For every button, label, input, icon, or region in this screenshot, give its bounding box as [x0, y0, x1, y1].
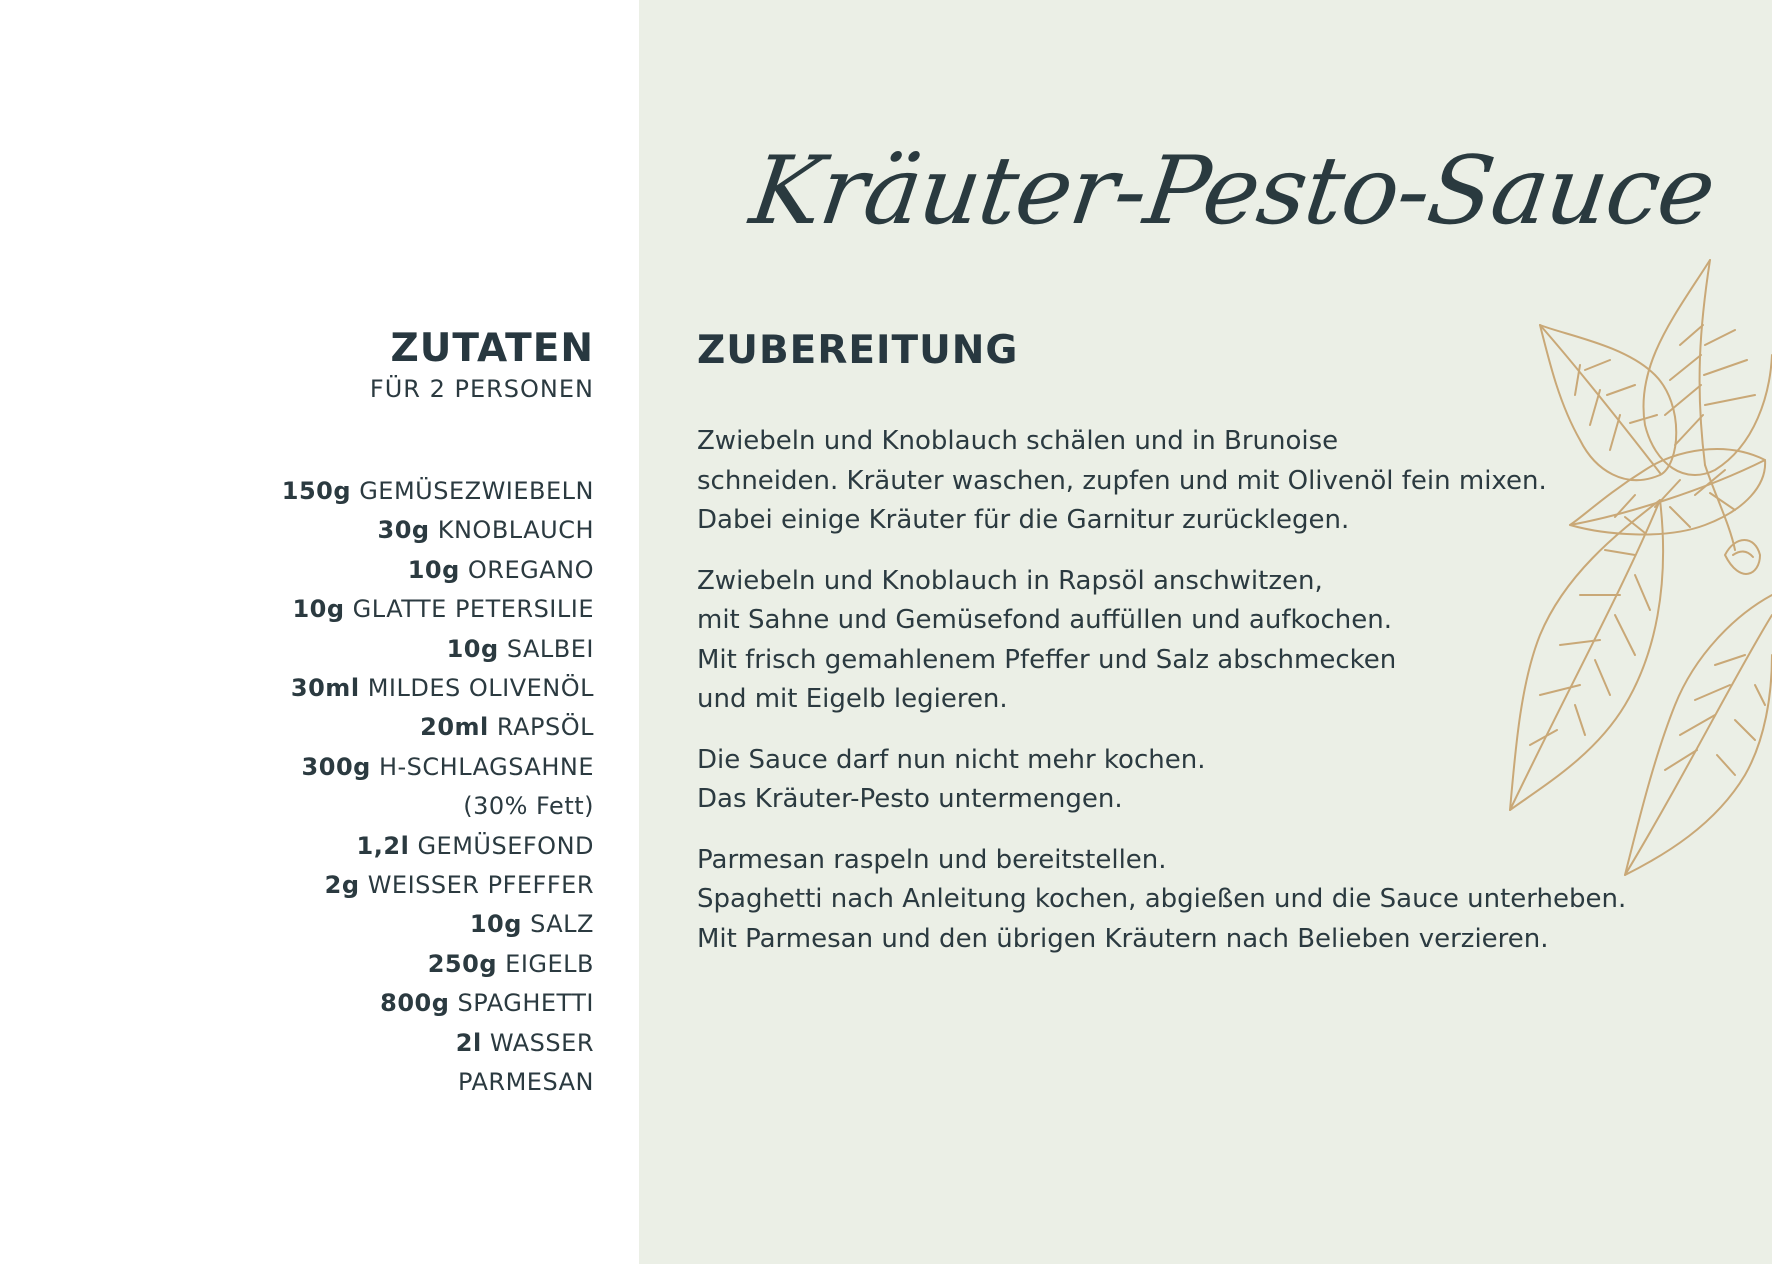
ingredient-name: (30% Fett)	[463, 792, 594, 821]
preparation-step	[697, 422, 1626, 541]
ingredient-name: PARMESAN	[458, 1068, 594, 1097]
ingredient-amount: 150g	[281, 477, 352, 505]
ingredient-item	[282, 827, 594, 866]
ingredient-item	[282, 866, 594, 905]
ingredient-item	[282, 708, 594, 747]
servings-label: FÜR 2 PERSONEN	[369, 374, 594, 403]
preparation-line: Mit frisch gemahlenem Pfeffer und Salz abschmecken	[697, 644, 1397, 675]
preparation-heading: ZUBEREITUNG	[697, 328, 1019, 373]
ingredient-name: GLATTE PETERSILIE	[352, 595, 594, 624]
ingredient-name: EIGELB	[505, 949, 594, 978]
ingredient-name: SALZ	[530, 910, 594, 939]
ingredient-list	[282, 472, 594, 1103]
ingredient-name: KNOBLAUCH	[437, 516, 594, 545]
preparation-line: schneiden. Kräuter waschen, zupfen und mit Olivenöl fein mixen.	[697, 465, 1547, 496]
preparation-line: Spaghetti nach Anleitung kochen, abgießen und die Sauce unterheben.	[697, 884, 1627, 914]
ingredient-amount: 2l	[455, 1028, 482, 1057]
ingredient-name: SALBEI	[506, 634, 594, 663]
preparation-line: und mit Eigelb legieren.	[697, 684, 1008, 714]
ingredient-name: OREGANO	[467, 555, 594, 584]
preparation-step	[697, 841, 1626, 960]
ingredient-item	[282, 551, 594, 590]
ingredient-amount: 2g	[324, 871, 360, 900]
ingredient-amount: 800g	[380, 989, 450, 1018]
ingredient-item	[282, 905, 594, 944]
ingredient-name: H-SCHLAGSAHNE	[378, 752, 594, 781]
preparation-line: Parmesan raspeln und bereitstellen.	[697, 844, 1167, 875]
ingredient-item	[282, 630, 594, 669]
preparation-line: Die Sauce darf nun nicht mehr kochen.	[697, 744, 1206, 775]
ingredient-item	[282, 1063, 594, 1102]
preparation-line: Mit Parmesan und den übrigen Kräutern nach Belieben verzieren.	[697, 923, 1549, 954]
preparation-line: Das Kräuter-Pesto untermengen.	[697, 784, 1123, 814]
ingredients-heading: ZUTATEN	[390, 326, 594, 371]
ingredients-header	[370, 328, 594, 403]
ingredient-amount: 30g	[377, 516, 430, 545]
preparation-step	[697, 562, 1626, 720]
ingredient-name: WASSER	[489, 1028, 594, 1057]
ingredient-name: WEISSER PFEFFER	[367, 871, 594, 900]
preparation-line: Zwiebeln und Knoblauch in Rapsöl anschwitzen,	[697, 565, 1323, 596]
ingredient-name: MILDES OLIVENÖL	[367, 674, 594, 703]
ingredient-amount: 250g	[427, 949, 498, 978]
ingredient-item	[282, 669, 594, 708]
ingredient-name: GEMÜSEFOND	[417, 831, 594, 860]
ingredient-item	[282, 945, 594, 984]
ingredient-item	[282, 748, 594, 787]
ingredient-amount: 10g	[407, 555, 460, 584]
preparation-step	[697, 741, 1626, 820]
preparation-line: Dabei einige Kräuter für die Garnitur zurücklegen.	[697, 505, 1350, 535]
ingredient-name: SPAGHETTI	[457, 989, 594, 1018]
preparation-line: mit Sahne und Gemüsefond auffüllen und aufkochen.	[697, 605, 1393, 635]
ingredient-name: GEMÜSEZWIEBELN	[359, 477, 594, 505]
ingredient-amount: 300g	[301, 752, 371, 781]
preparation-steps	[697, 422, 1626, 980]
ingredient-amount: 10g	[446, 634, 499, 663]
ingredient-item	[282, 787, 594, 826]
ingredient-item	[282, 984, 594, 1023]
ingredient-amount: 10g	[292, 595, 345, 624]
ingredient-item	[282, 1024, 594, 1063]
ingredient-amount: 20ml	[420, 713, 489, 742]
ingredient-item	[282, 590, 594, 629]
ingredient-amount: 10g	[469, 910, 522, 939]
ingredient-item	[282, 511, 594, 550]
recipe-title: Kräuter-Pesto-Sauce	[744, 137, 1721, 246]
preparation-line: Zwiebeln und Knoblauch schälen und in Brunoise	[697, 426, 1339, 456]
ingredient-item	[282, 472, 594, 511]
ingredient-amount: 1,2l	[356, 831, 410, 860]
ingredient-amount: 30ml	[290, 674, 360, 703]
ingredient-name: RAPSÖL	[496, 713, 594, 742]
